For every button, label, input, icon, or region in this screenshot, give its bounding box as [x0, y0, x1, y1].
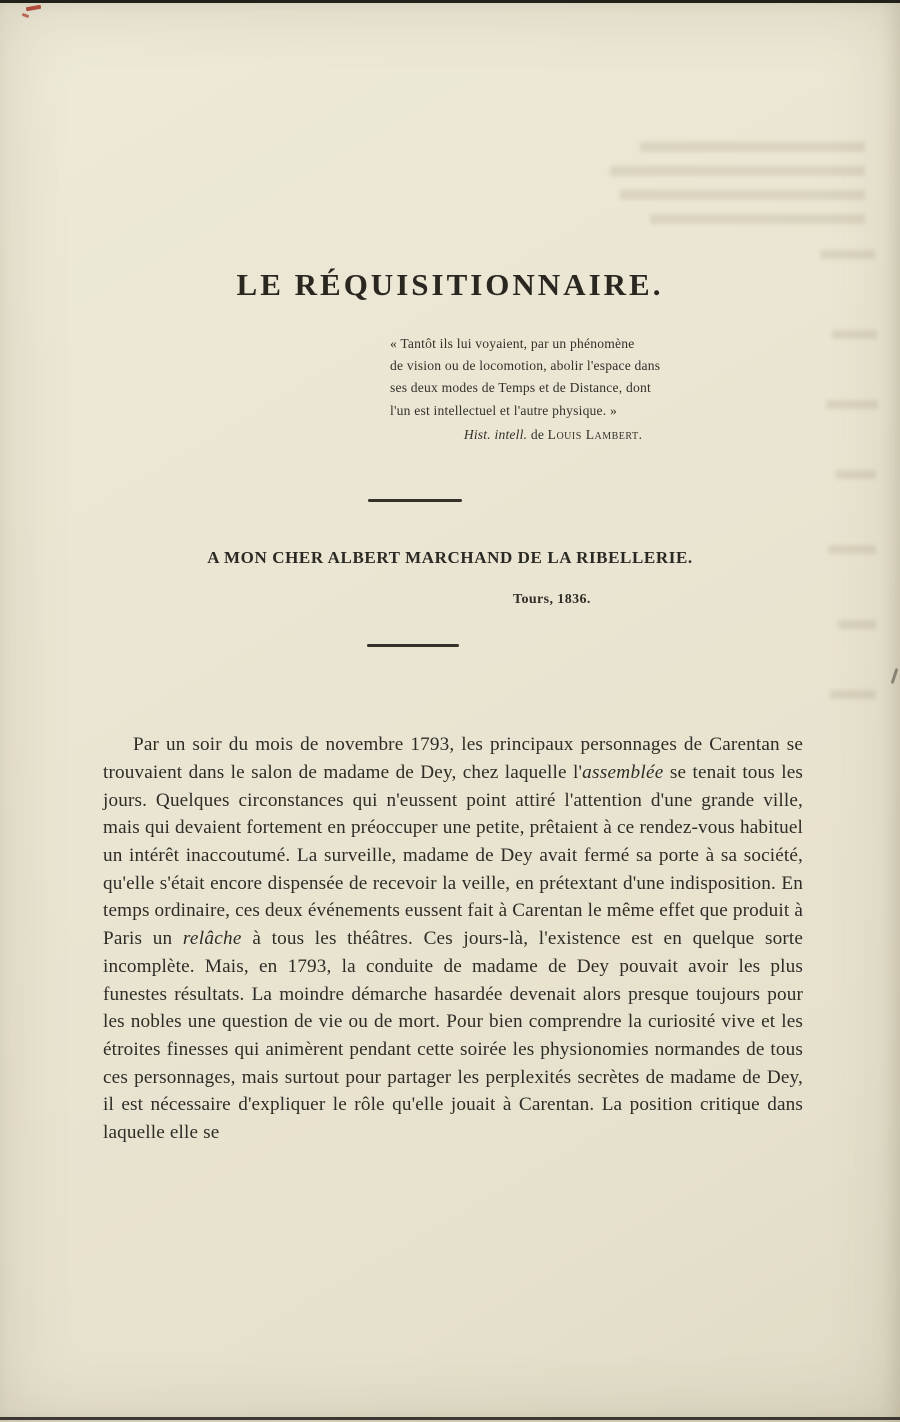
- epigraph-line: l'un est intellectuel et l'autre physique. »: [390, 402, 617, 418]
- epigraph-work-title: Hist. intell.: [463, 426, 528, 442]
- scan-edge-top: [0, 0, 900, 3]
- chapter-title: LE RÉQUISITIONNAIRE.: [236, 266, 664, 302]
- epigraph: [390, 333, 716, 446]
- body-paragraph: [103, 731, 803, 1147]
- body-italic-word: assemblée: [582, 761, 664, 783]
- red-pen-mark: [26, 5, 41, 12]
- dateline: Tours, 1836.: [513, 592, 591, 607]
- scan-edge-bottom: [0, 1417, 900, 1420]
- epigraph-author: Louis Lambert: [547, 426, 639, 442]
- body-text-segment: Par un soir du mois de novembre 1793, les principaux personnages de Carentan se trouvaient dans le salon de madame de Dey, chez laquelle l': [103, 734, 803, 783]
- epigraph-period: .: [638, 426, 643, 442]
- epigraph-connector: de: [527, 426, 548, 442]
- body-text-segment: se tenait tous les jours. Quelques circonstances qui n'eussent point attiré l'attention d'une grande ville, mais qui devaient fortement en préoccuper une petite, prêtaient à ce rendez-vous habituel un intérêt inaccoutumé. La surveille, madame de Dey avait fermé sa porte à sa société, qu'elle s'était encore dispensée de recevoir la veille, en prétextant d'une indisposition. En temps ordinaire, ces deux événements eussent fait à Carentan le même effet que produit à Paris un: [103, 761, 803, 950]
- body-text-segment: à tous les théâtres. Ces jours-là, l'existence est en quelque sorte incomplète. Mais, en 1793, la conduite de madame de Dey pouvait avoir les plus funestes résultats. La moindre démarche hasardée devenait alors presque toujours pour les nobles une question de vie ou de mort. Pour bien comprendre la curiosité vive et les étroites finesses qui animèrent pendant cette soirée les physionomies normandes de tous ces personnages, mais surtout pour partager les perplexités secrètes de madame de Dey, il est nécessaire d'expliquer le rôle qu'elle jouait à Carentan. La position critique dans laquelle elle se: [103, 928, 804, 1144]
- body-italic-word: relâche: [182, 928, 242, 950]
- dedication: A MON CHER ALBERT MARCHAND DE LA RIBELLERIE.: [207, 548, 693, 567]
- section-divider: [368, 499, 462, 502]
- epigraph-attribution: [390, 424, 716, 446]
- red-pen-mark: [22, 13, 30, 18]
- section-divider: [367, 644, 459, 647]
- scan-artifact: [891, 668, 899, 684]
- epigraph-line: « Tantôt ils lui voyaient, par un phénomène: [390, 336, 635, 351]
- epigraph-line: de vision ou de locomotion, abolir l'espace dans: [390, 358, 661, 374]
- epigraph-line: ses deux modes de Temps et de Distance, dont: [390, 380, 651, 396]
